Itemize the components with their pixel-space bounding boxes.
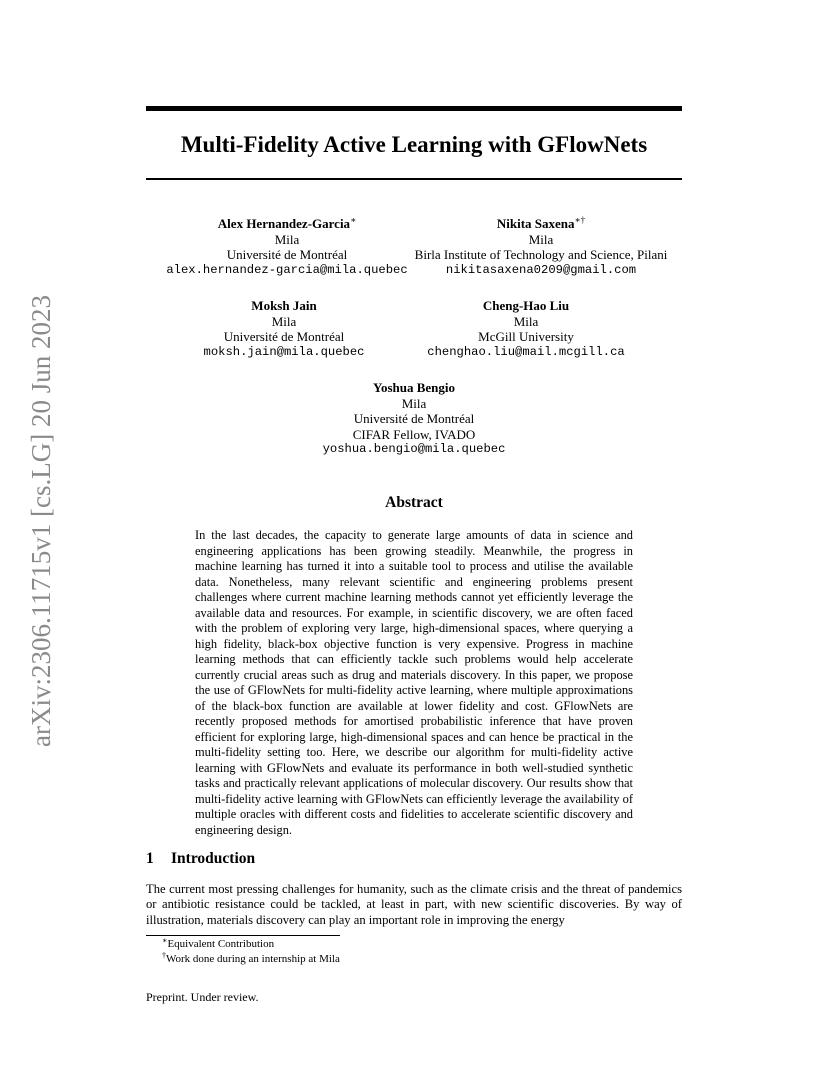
author-email[interactable]: yoshua.bengio@mila.quebec xyxy=(322,442,506,456)
author-name: Moksh Jain xyxy=(251,298,317,313)
author-block xyxy=(400,298,652,360)
author-block xyxy=(146,380,682,458)
title-bottom-rule xyxy=(146,178,682,180)
author-marks: ∗† xyxy=(574,215,586,225)
author-affiliation: Mila xyxy=(528,231,554,247)
footnote-rule xyxy=(146,935,340,936)
author-marks: ∗ xyxy=(350,215,357,225)
author-name: Yoshua Bengio xyxy=(373,380,455,395)
author-email[interactable]: chenghao.liu@mail.mcgill.ca xyxy=(427,344,625,359)
author-affiliation: Birla Institute of Technology and Science, Pilani xyxy=(414,247,668,262)
author-name: Cheng-Hao Liu xyxy=(482,298,570,313)
author-affiliation: Mila xyxy=(271,313,297,329)
author-affiliation: Mila xyxy=(274,231,300,247)
author-affiliation: McGill University xyxy=(478,329,574,344)
abstract-text: In the last decades, the capacity to generate large amounts of data in science and engineering applications has been growing steadily. Meanwhile, the progress in machine learning has turned it into a suitable tool to process and utilise the available data. Nonetheless, many relevant scientific and engineering problems present challenges where current machine learning methods cannot yet efficiently leverage the available data and resources. For example, in scientific discovery, we are often faced with the problem of exploring very large, high-dimensional spaces, where querying a high fidelity, black-box objective function is very expensive. Progress in machine learning methods that can efficiently tackle such problems would help accelerate currently crucial areas such as drug and materials discovery. In this paper, we propose the use of GFlowNets for multi-fidelity active learning, where multiple approximations of the black-box function are available at lower fidelity and cost. GFlowNets are recently proposed methods for amortised probabilistic inference that have proven efficient for exploring large, high-dimensional spaces and can hence be practical in the multi-fidelity setting too. Here, we describe our algorithm for multi-fidelity active learning with GFlowNets and evaluate its performance in both well-studied synthetic tasks and practically relevant applications of molecular discovery. Our results show that multi-fidelity active learning with GFlowNets can efficiently leverage the availability of multiple oracles with different costs and fidelities to accelerate scientific discovery and engineering design. xyxy=(195,528,633,837)
author-name: Nikita Saxena∗† xyxy=(496,215,586,231)
author-affiliation: Université de Montréal xyxy=(223,329,345,344)
arxiv-identifier-stamp: arXiv:2306.11715v1 [cs.LG] 20 Jun 2023 xyxy=(26,295,56,747)
section-number: 1 xyxy=(146,850,154,867)
author-affiliation: Université de Montréal xyxy=(226,247,348,262)
author-email[interactable]: alex.hernandez-garcia@mila.quebec xyxy=(166,262,408,277)
footnote xyxy=(162,952,340,967)
introduction-text: The current most pressing challenges for humanity, such as the climate crisis and the threat of pandemics or antibiotic resistance could be tackled, at least in part, with new scientific discoveries. By way of illustration, materials discovery can play an important role in improving the energy xyxy=(146,882,682,927)
abstract-heading: Abstract xyxy=(385,494,443,511)
author-block xyxy=(400,216,682,278)
author-affiliation: Université de Montréal xyxy=(353,411,475,426)
author-email[interactable]: moksh.jain@mila.quebec xyxy=(203,344,365,359)
author-name: Alex Hernandez-Garcia∗ xyxy=(217,215,357,231)
section-heading xyxy=(146,849,255,869)
footnote-mark: ∗ xyxy=(162,936,168,945)
author-affiliation: Mila xyxy=(401,395,427,411)
preprint-note: Preprint. Under review. xyxy=(146,990,259,1004)
footnotes xyxy=(162,937,340,966)
author-affiliation: CIFAR Fellow, IVADO xyxy=(352,426,476,442)
title-top-rule xyxy=(146,106,682,111)
author-block xyxy=(146,298,422,360)
footnote-text: Equivalent Contribution xyxy=(167,938,275,950)
footnote-text: Work done during an internship at Mila xyxy=(166,952,340,965)
author-affiliation: Mila xyxy=(513,313,539,329)
footnote xyxy=(162,937,340,952)
footnote-mark: † xyxy=(162,950,166,960)
author-email[interactable]: nikitasaxena0209@gmail.com xyxy=(445,262,637,277)
paper-title: Multi-Fidelity Active Learning with GFlowNets xyxy=(180,132,648,157)
section-title: Introduction xyxy=(171,850,256,867)
author-block xyxy=(146,216,428,278)
